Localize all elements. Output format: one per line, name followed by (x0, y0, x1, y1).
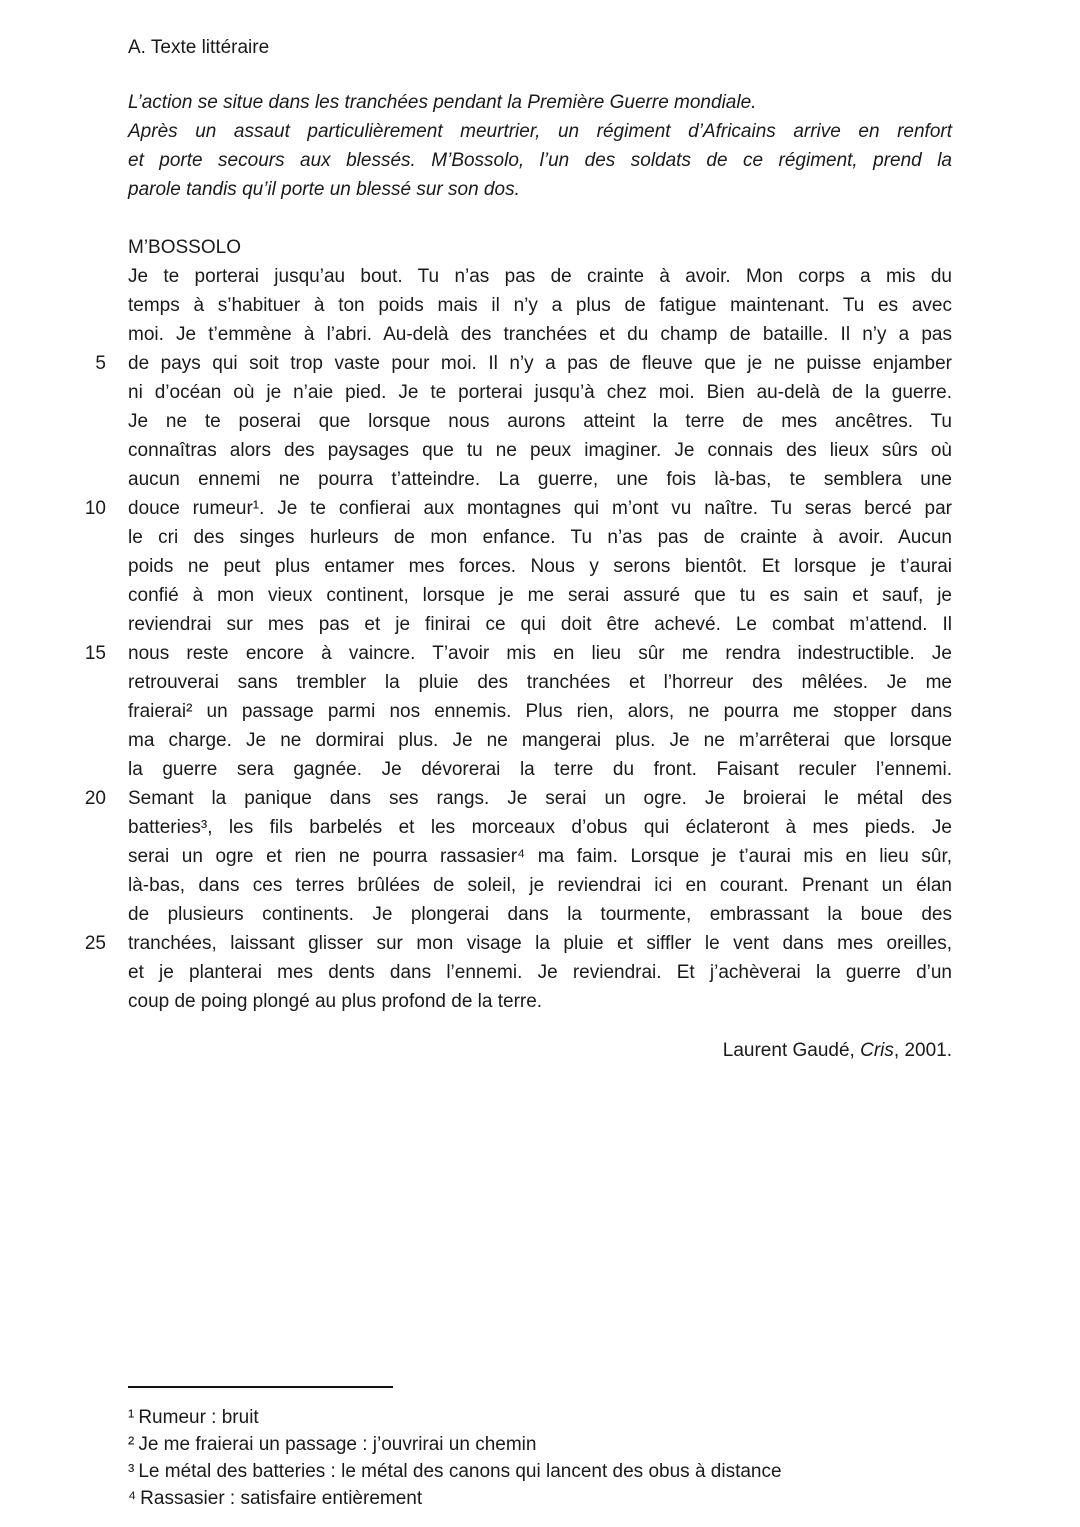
footnote-separator-rule (128, 1386, 393, 1388)
footnote-text: Rassasier : satisfaire entièrement (140, 1488, 423, 1509)
speech-line (84, 494, 952, 523)
speaker-name: M’BOSSOLO (128, 237, 241, 258)
line-number: 15 (84, 643, 106, 664)
speech-line (128, 465, 952, 494)
speech-line (128, 668, 952, 697)
speech-line-text: aucun ennemi ne pourra t’atteindre. La guerre, une fois là-bas, te semblera une (128, 469, 952, 490)
speech-line (128, 552, 952, 581)
line-number: 10 (84, 498, 106, 519)
speech-line-text: moi. Je t’emmène à l’abri. Au-delà des tranchées et du champ de bataille. Il n’y a pas (128, 324, 952, 345)
footnote-item (128, 1404, 952, 1431)
attribution-suffix: , 2001. (893, 1040, 952, 1061)
speech-line (128, 697, 952, 726)
footnote-item (128, 1431, 952, 1458)
speech-line-text: temps à s’habituer à ton poids mais il n’y a plus de fatigue maintenant. Tu es avec (128, 295, 952, 316)
intro-line: parole tandis qu’il porte un blessé sur son dos. (128, 179, 520, 200)
footnote-text: Rumeur : bruit (138, 1407, 259, 1428)
speech-line-text: douce rumeur¹. Je te confierai aux montagnes qui m’ont vu naître. Tu seras bercé par (128, 498, 952, 519)
speech-line-text: de plusieurs continents. Je plongerai dans la tourmente, embrassant la boue des (128, 904, 952, 925)
speech-line-text: Je ne te poserai que lorsque nous aurons atteint la terre de mes ancêtres. Tu (128, 411, 952, 432)
footnote-marker: ² (128, 1434, 135, 1455)
footnote-item (128, 1485, 952, 1512)
speech-line (128, 958, 952, 987)
speech-line (128, 291, 952, 320)
speech-line-text: là-bas, dans ces terres brûlées de soleil, je reviendrai ici en courant. Prenant un élan (128, 875, 952, 896)
attribution-work-title: Cris (860, 1040, 894, 1061)
line-number: 25 (84, 933, 106, 954)
speech-line (128, 900, 952, 929)
speech-line (84, 784, 952, 813)
speech-line (128, 581, 952, 610)
footnote-text: Le métal des batteries : le métal des canons qui lancent des obus à distance (138, 1461, 782, 1482)
line-number: 20 (84, 788, 106, 809)
speech-line (128, 871, 952, 900)
speech-line-text: Semant la panique dans ses rangs. Je serai un ogre. Je broierai le métal des (128, 788, 952, 809)
speech-line (128, 436, 952, 465)
speech-line-text: et je planterai mes dents dans l’ennemi. Je reviendrai. Et j’achèverai la guerre d’un (128, 962, 952, 983)
speech-line-text: reviendrai sur mes pas et je finirai ce qui doit être achevé. Le combat m’attend. Il (128, 614, 952, 635)
footnote-text: Je me fraierai un passage : j’ouvrirai un chemin (138, 1434, 537, 1455)
speech-line-text: tranchées, laissant glisser sur mon visage la pluie et siffler le vent dans mes oreilles, (128, 933, 952, 954)
speech-line-text: poids ne peut plus entamer mes forces. Nous y serons bientôt. Et lorsque je t’aurai (128, 556, 952, 577)
speech-line (84, 929, 952, 958)
speech-line (95, 349, 952, 378)
footnote-marker: ⁴ (128, 1488, 137, 1509)
intro-line: et porte secours aux blessés. M’Bossolo, l’un des soldats de ce régiment, prend la (128, 150, 952, 171)
speech-line-text: ni d’océan où je n’aie pied. Je te porterai jusqu’à chez moi. Bien au-delà de la guerre. (128, 382, 952, 403)
speech-line-text: retrouverai sans trembler la pluie des tranchées et l’horreur des mêlées. Je me (128, 672, 952, 693)
speech-line-text: coup de poing plongé au plus profond de la terre. (128, 991, 543, 1012)
speech-block (84, 233, 952, 1016)
speech-line (128, 320, 952, 349)
attribution-author: Laurent Gaudé, (722, 1040, 861, 1061)
speech-line (128, 987, 952, 1016)
speech-line-text: confié à mon vieux continent, lorsque je me serai assuré que tu es sain et sauf, je (128, 585, 952, 606)
line-number: 5 (95, 353, 106, 374)
speech-line-text: de pays qui soit trop vaste pour moi. Il n’y a pas de fleuve que je ne puisse enjamber (128, 353, 952, 374)
footnote-marker: ¹ (128, 1407, 135, 1428)
footnote-item (128, 1458, 952, 1485)
speech-line-text: Je te porterai jusqu’au bout. Tu n’as pas de crainte à avoir. Mon corps a mis du (128, 266, 952, 287)
footnote-list (128, 1404, 952, 1512)
speech-line-text: connaîtras alors des paysages que tu ne peux imaginer. Je connais des lieux sûrs où (128, 440, 952, 461)
speech-line-text: la guerre sera gagnée. Je dévorerai la terre du front. Faisant reculer l’ennemi. (128, 759, 952, 780)
speech-line (128, 813, 952, 842)
speech-line (128, 262, 952, 291)
speech-line (128, 378, 952, 407)
speech-line-text: nous reste encore à vaincre. T’avoir mis en lieu sûr me rendra indestructible. Je (128, 643, 952, 664)
speech-line-text: ma charge. Je ne dormirai plus. Je ne mangerai plus. Je ne m’arrêterai que lorsque (128, 730, 952, 751)
speech-line (128, 726, 952, 755)
intro-line: Après un assaut particulièrement meurtrier, un régiment d’Africains arrive en renfort (128, 121, 952, 142)
footnotes-block (128, 1386, 952, 1512)
speech-line (128, 407, 952, 436)
section-title: A. Texte littéraire (128, 37, 270, 58)
intro-paragraph (128, 88, 952, 204)
speech-lines (84, 262, 952, 1016)
footnote-marker: ³ (128, 1461, 135, 1482)
speech-line-text: le cri des singes hurleurs de mon enfance. Tu n’as pas de crainte à avoir. Aucun (128, 527, 952, 548)
speech-line (128, 842, 952, 871)
speech-line-text: batteries³, les fils barbelés et les morceaux d’obus qui éclateront à mes pieds. Je (128, 817, 952, 838)
attribution (128, 1036, 952, 1065)
speech-line (128, 755, 952, 784)
intro-line: L’action se situe dans les tranchées pendant la Première Guerre mondiale. (128, 92, 757, 113)
speech-line-text: fraierai² un passage parmi nos ennemis. Plus rien, alors, ne pourra me stopper dans (128, 701, 952, 722)
speech-line (128, 523, 952, 552)
speech-line (128, 610, 952, 639)
speech-line (84, 639, 952, 668)
speech-line-text: serai un ogre et rien ne pourra rassasier⁴ ma faim. Lorsque je t’aurai mis en lieu sûr, (128, 846, 952, 867)
